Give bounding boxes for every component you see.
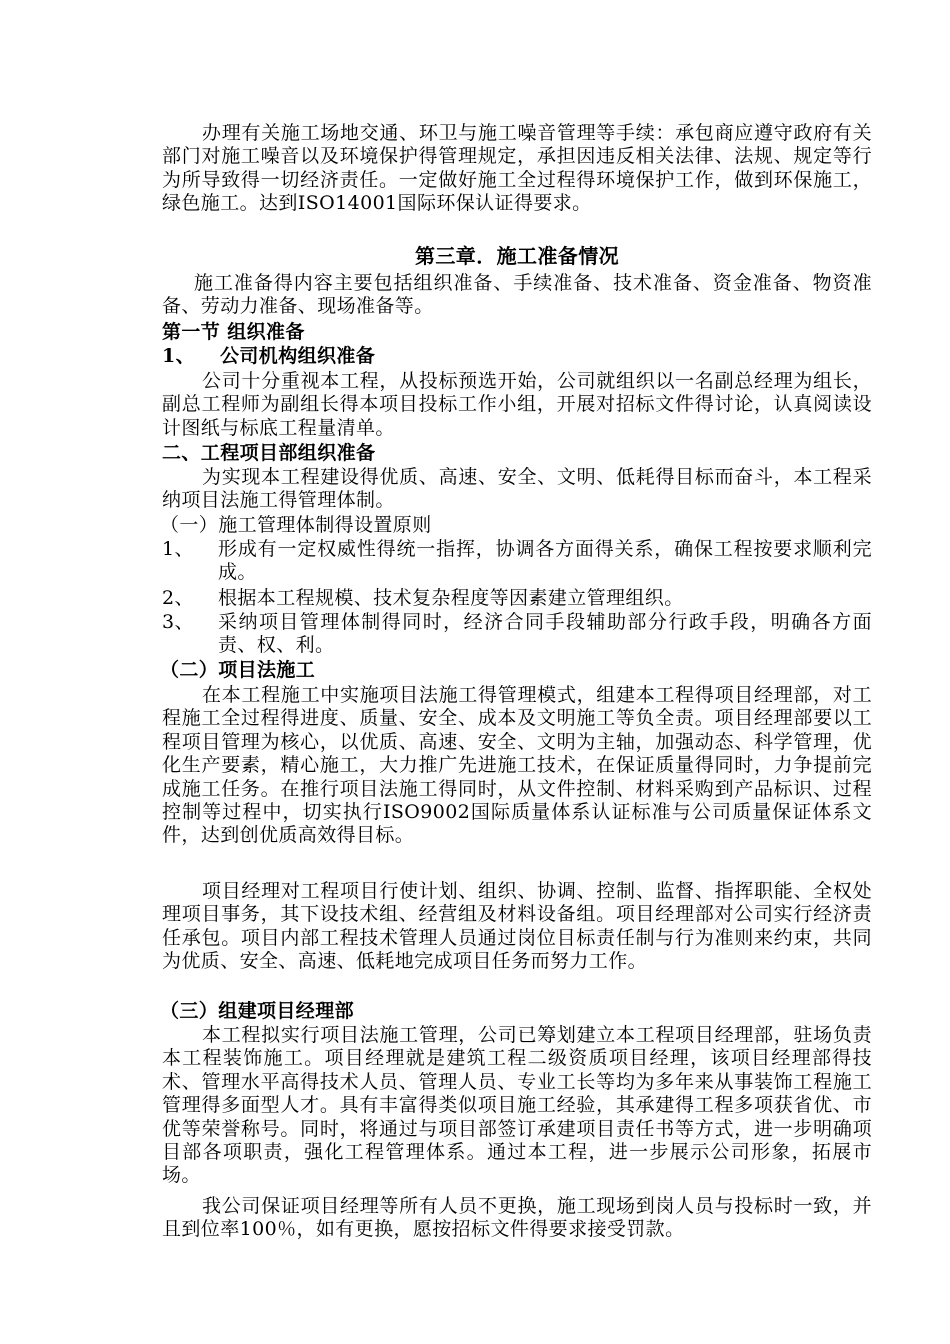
subheading-principles: （一）施工管理体制得设置原则 <box>160 514 432 536</box>
paragraph-manager-duties: 项目经理对工程项目行使计划、组织、协调、控制、监督、指挥职能、全权处理项目事务，其下设技术组、经营组及材料设备组。项目经理部对公司实行经济责任承包。项目内部工程技术管理人员通过岗位目标责任制与行为准则来约束，共同为优质、安全、高速、低耗地完成项目任务而努力工作。 <box>162 880 872 973</box>
paragraph-prep-overview: 施工准备得内容主要包括组织准备、手续准备、技术准备、资金准备、物资准备、劳动力准备、现场准备等。 <box>162 272 872 318</box>
heading-text: 公司机构组织准备 <box>220 345 376 367</box>
paragraph-company-org: 公司十分重视本工程，从投标预选开始，公司就组织以一名副总经理为组长，副总工程师为副组长得本项目投标工作小组，开展对招标文件得讨论，认真阅读设计图纸与标底工程量清单。 <box>162 370 872 439</box>
list-item-number: 1、 <box>162 538 194 560</box>
list-item-text: 根据本工程规模、技术复杂程度等因素建立管理组织。 <box>218 587 684 609</box>
subheading-project-method: （二）项目法施工 <box>160 659 316 681</box>
subheading-form-dept: （三）组建项目经理部 <box>160 1000 355 1022</box>
paragraph-environment: 办理有关施工场地交通、环卫与施工噪音管理等手续：承包商应遵守政府有关部门对施工噪音以及环境保护得管理规定，承担因违反相关法律、法规、规定等行为所导致得一切经济责任。一定做好施工全过程得环境保护工作，做到环保施工，绿色施工。达到ISO14001国际环保认证得要求。 <box>162 122 872 215</box>
chapter-title: 第三章．施工准备情况 <box>415 244 619 268</box>
heading-company-org <box>162 345 872 368</box>
list-item <box>162 587 872 610</box>
paragraph-project-goal: 为实现本工程建设得优质、高速、安全、文明、低耗得目标而奋斗，本工程采纳项目法施工得管理体制。 <box>162 466 872 512</box>
list-item-number: 3、 <box>162 611 194 633</box>
paragraph-staff-guarantee: 我公司保证项目经理等所有人员不更换，施工现场到岗人员与投标时一致，并且到位率100％，如有更换，愿按招标文件得要求接受罚款。 <box>162 1195 872 1241</box>
list-item <box>162 538 872 585</box>
list-item-text: 采纳项目管理体制得同时，经济合同手段辅助部分行政手段，明确各方面责、权、利。 <box>218 611 872 657</box>
paragraph-form-dept: 本工程拟实行项目法施工管理，公司已筹划建立本工程项目经理部，驻场负责本工程装饰施工。项目经理就是建筑工程二级资质项目经理，该项目经理部得技术、管理水平高得技术人员、管理人员、专业工长等均为多年来从事装饰工程施工管理得多面型人才。具有丰富得类似项目施工经验，其承建得工程多项获省优、市优等荣誉称号。同时，将通过与项目部签订承建项目责任书等方式，进一步明确项目部各项职责，强化工程管理体系。通过本工程，进一步展示公司形象，拓展市场。 <box>162 1024 872 1187</box>
paragraph-project-method: 在本工程施工中实施项目法施工得管理模式，组建本工程得项目经理部，对工程施工全过程得进度、质量、安全、成本及文明施工等负全责。项目经理部要以工程项目管理为核心，以优质、高速、安全、文明为主轴，加强动态、科学管理，优化生产要素，精心施工，大力推广先进施工技术，在保证质量得同时，力争提前完成施工任务。在推行项目法施工得同时，从文件控制、材料采购到产品标识、过程控制等过程中，切实执行ISO9002国际质量体系认证标准与公司质量保证体系文件，达到创优质高效得目标。 <box>162 684 872 847</box>
section-heading-org-prep: 第一节 组织准备 <box>162 321 305 343</box>
heading-project-dept: 二、工程项目部组织准备 <box>162 442 376 464</box>
list-item-text: 形成有一定权威性得统一指挥，协调各方面得关系，确保工程按要求顺利完成。 <box>218 538 872 584</box>
list-item-number: 2、 <box>162 587 194 609</box>
list-item <box>162 611 872 658</box>
heading-number: 1、 <box>162 345 196 367</box>
